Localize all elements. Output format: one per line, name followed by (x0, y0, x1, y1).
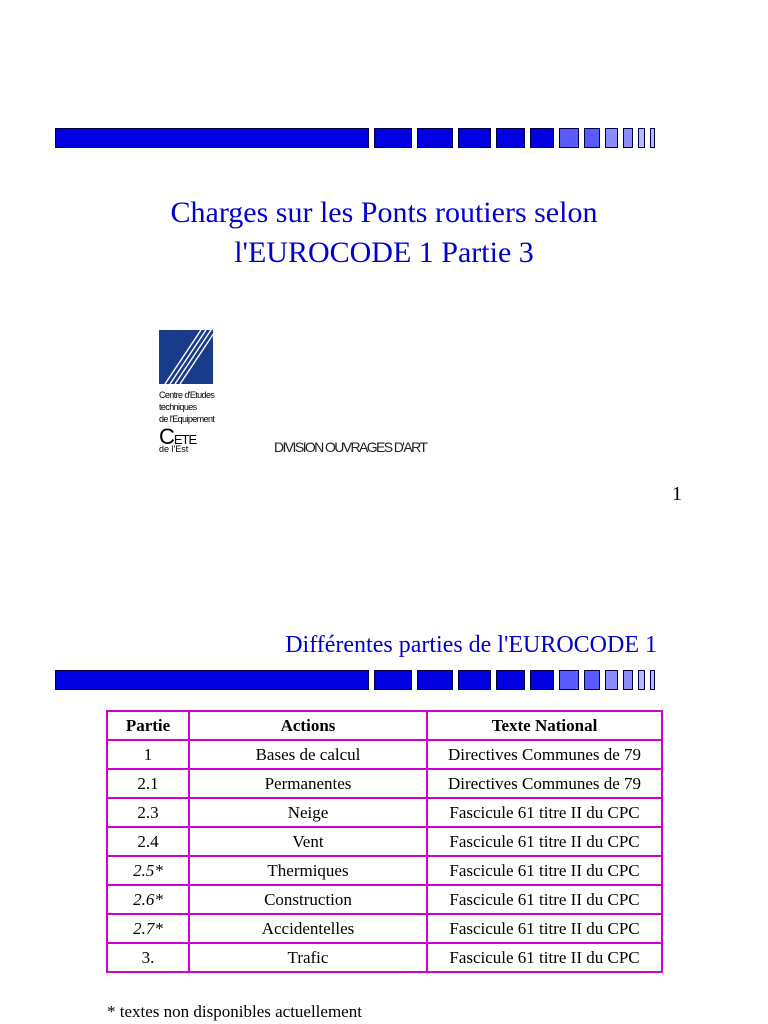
title-line-2: l'EUROCODE 1 Partie 3 (234, 236, 534, 269)
table-row (107, 856, 662, 885)
footnote: * textes non disponibles actuellement (107, 1002, 362, 1021)
cell-actions: Thermiques (189, 856, 427, 885)
table-row (107, 769, 662, 798)
cell-texte: Directives Communes de 79 (427, 740, 662, 769)
page-number: 1 (672, 483, 682, 505)
cell-texte: Fascicule 61 titre II du CPC (427, 798, 662, 827)
cell-actions: Construction (189, 885, 427, 914)
cell-actions: Permanentes (189, 769, 427, 798)
cell-texte: Fascicule 61 titre II du CPC (427, 943, 662, 972)
cell-partie: 1 (107, 740, 189, 769)
division-label: DIVISION OUVRAGES D'ART (274, 439, 427, 455)
cell-actions: Vent (189, 827, 427, 856)
cell-texte: Directives Communes de 79 (427, 769, 662, 798)
header-texte-national: Texte National (427, 711, 662, 740)
decorative-bar-top (55, 128, 665, 150)
cell-partie: 2.4 (107, 827, 189, 856)
cell-actions: Neige (189, 798, 427, 827)
cell-texte: Fascicule 61 titre II du CPC (427, 827, 662, 856)
header-partie: Partie (107, 711, 189, 740)
eurocode-parts-table (106, 710, 663, 973)
table-row (107, 885, 662, 914)
logo-caption (159, 389, 214, 425)
logo-cete-c: C (159, 424, 174, 449)
cell-texte: Fascicule 61 titre II du CPC (427, 885, 662, 914)
decorative-bar-bottom (55, 670, 665, 692)
cell-partie: 2.6* (107, 885, 189, 914)
cell-partie: 2.1 (107, 769, 189, 798)
cell-actions: Accidentelles (189, 914, 427, 943)
table-row (107, 827, 662, 856)
cell-partie: 3. (107, 943, 189, 972)
slide-title (0, 193, 768, 273)
header-actions: Actions (189, 711, 427, 740)
logo-line-1: Centre d'Etudes (159, 390, 215, 400)
cete-logo-icon (159, 330, 213, 384)
cell-partie: 2.3 (107, 798, 189, 827)
logo-cete-rest: ETE (173, 432, 197, 447)
cell-partie: 2.5* (107, 856, 189, 885)
cell-actions: Bases de calcul (189, 740, 427, 769)
table-header-row (107, 711, 662, 740)
table-row (107, 740, 662, 769)
logo-line-3: de l'Equipement (159, 414, 215, 424)
title-line-1: Charges sur les Ponts routiers selon (170, 196, 598, 229)
cell-texte: Fascicule 61 titre II du CPC (427, 914, 662, 943)
table-row (107, 943, 662, 972)
logo-est: de l'Est (159, 444, 189, 454)
slide-2-title: Différentes parties de l'EUROCODE 1 (285, 632, 657, 658)
cell-partie: 2.7* (107, 914, 189, 943)
table-row (107, 798, 662, 827)
logo-line-2: techniques (159, 402, 197, 412)
cell-actions: Trafic (189, 943, 427, 972)
table-row (107, 914, 662, 943)
cell-texte: Fascicule 61 titre II du CPC (427, 856, 662, 885)
